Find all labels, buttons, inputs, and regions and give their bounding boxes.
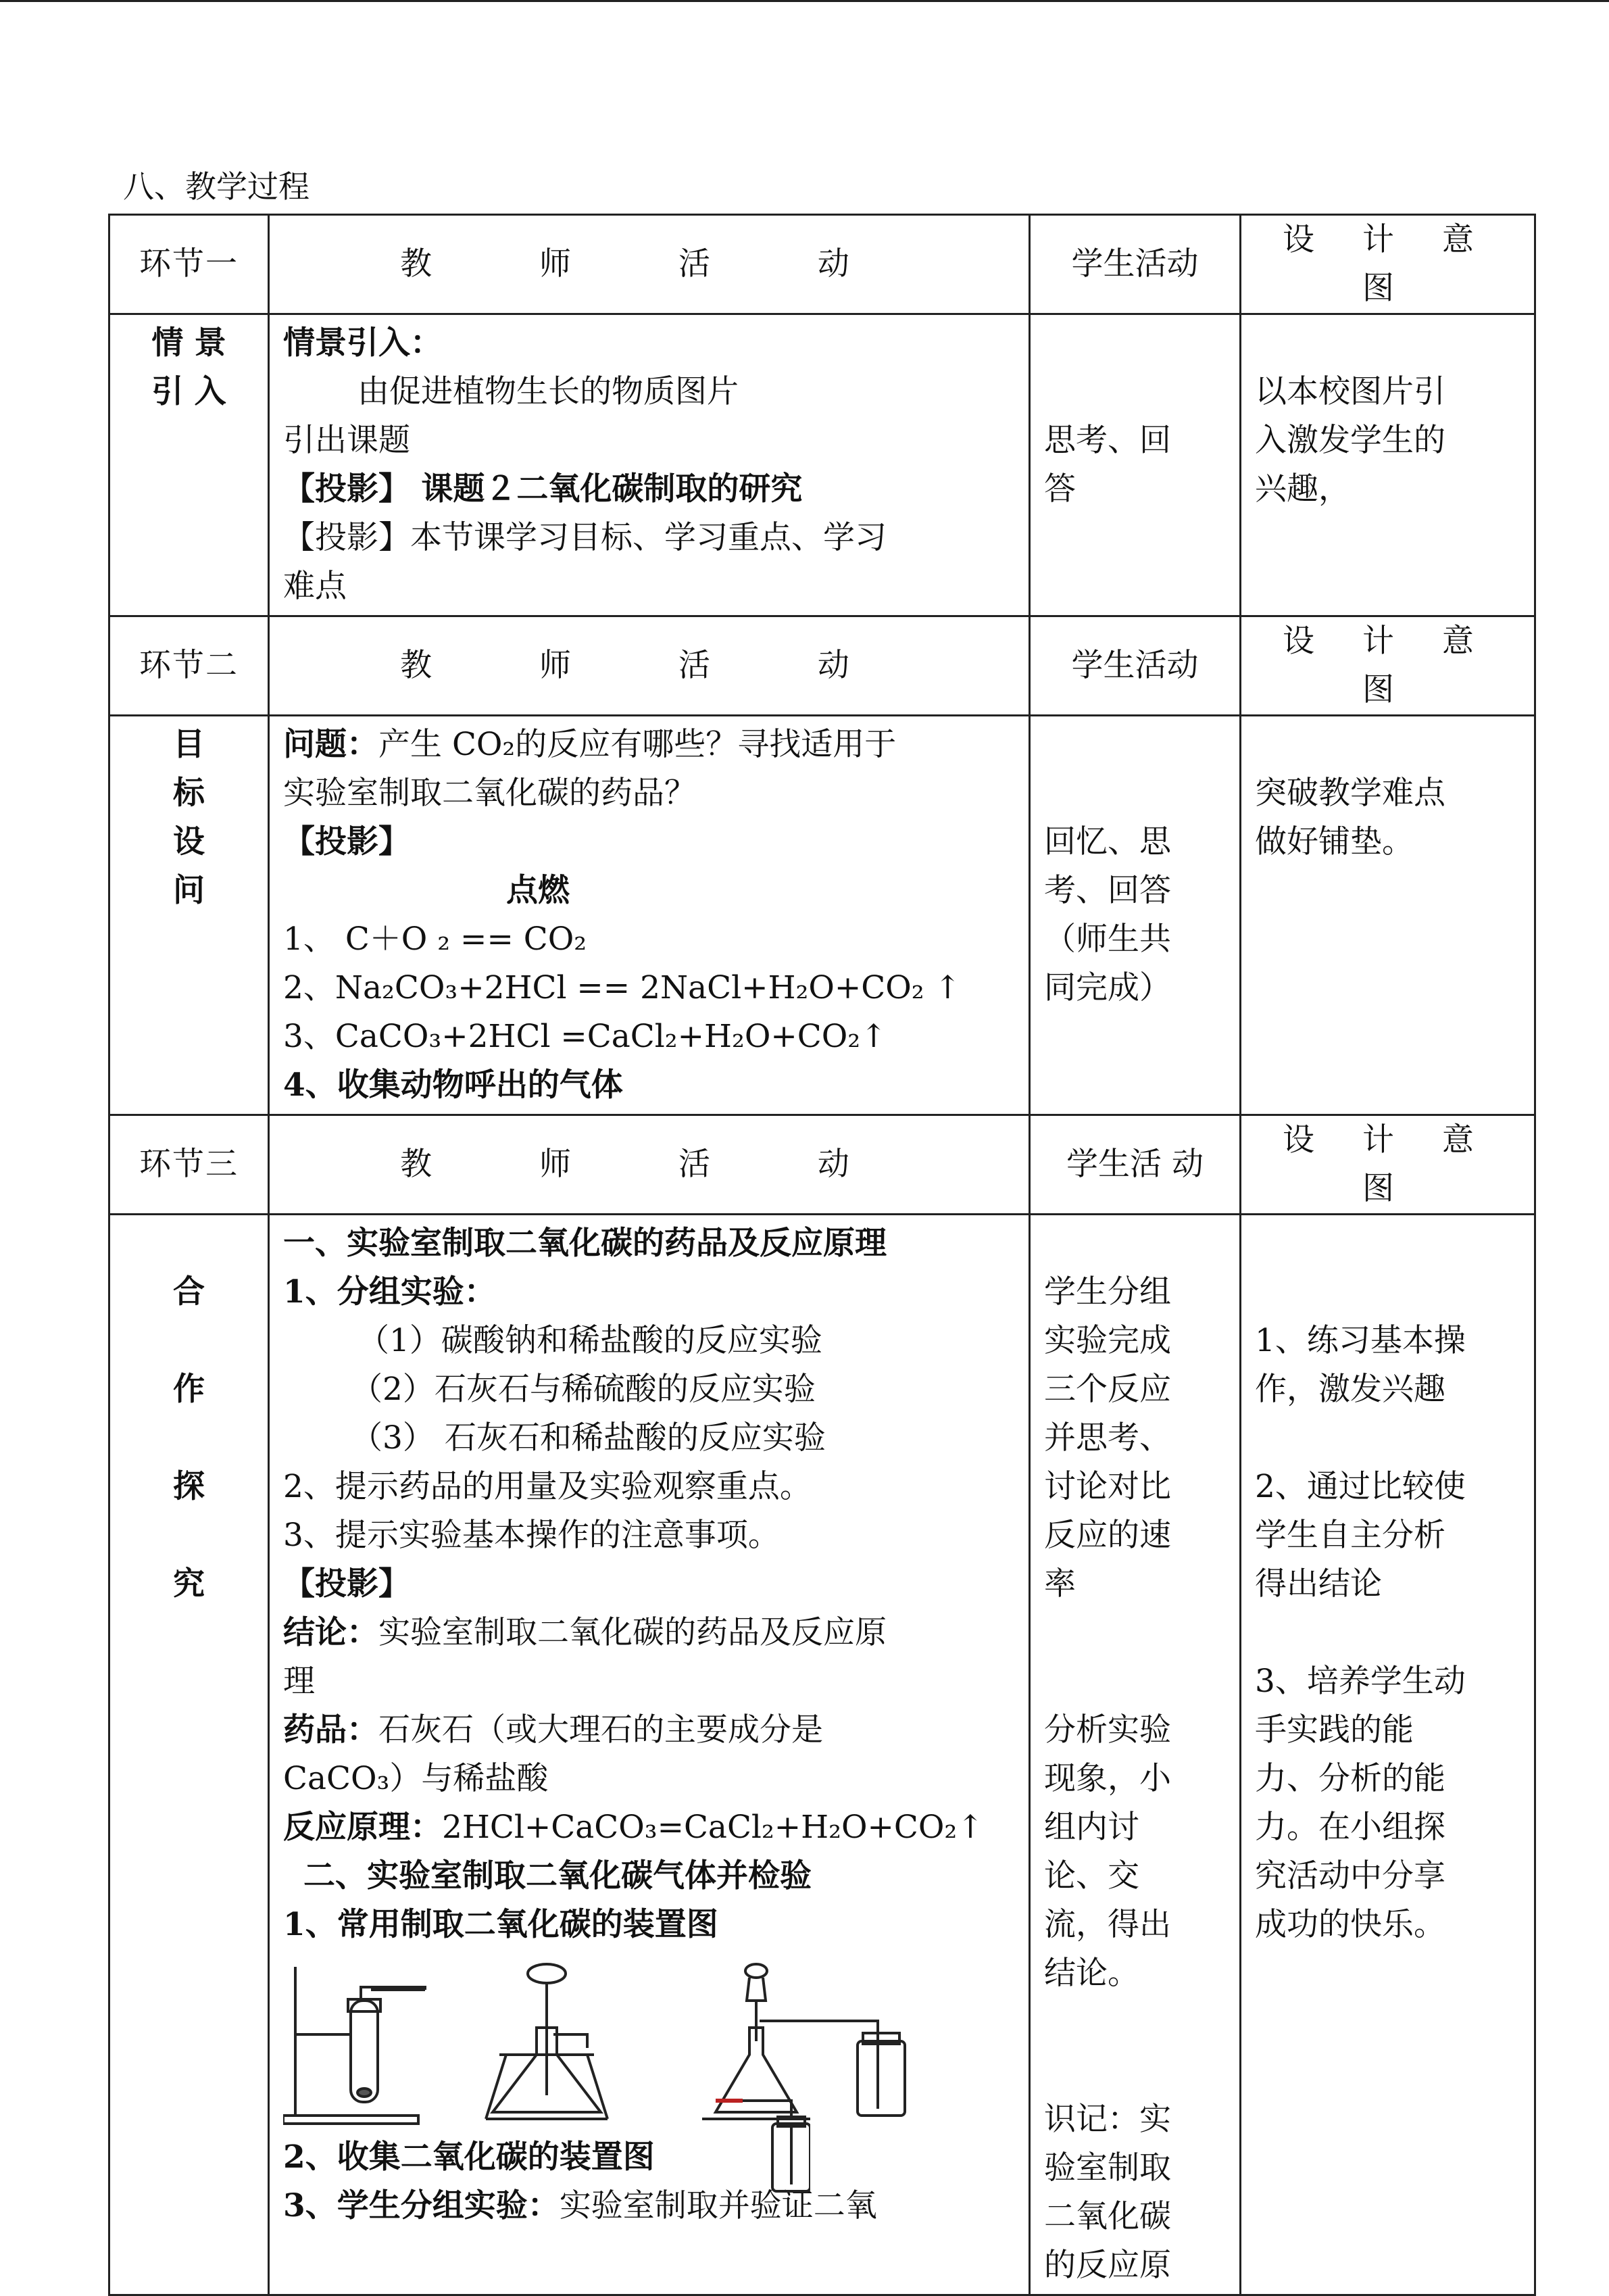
stage1-label-line: 引 入: [151, 373, 226, 410]
student-line: 答: [1044, 470, 1076, 508]
student-line: 分析实验: [1044, 1711, 1171, 1749]
teacher-line: 引出课题: [283, 422, 410, 459]
stage2-label-line: 目: [173, 726, 205, 763]
reaction-text: 2HCl+CaCO₃=CaCl₂+H₂O+CO₂↑: [442, 1809, 984, 1846]
design-line: 以本校图片引: [1255, 373, 1445, 410]
equation-4: 4、收集动物呼出的气体: [283, 1067, 623, 1104]
stage3-design-header: 设 计 意 图: [1241, 1115, 1535, 1215]
subtitle-2: 二、实验室制取二氧化碳气体并检验: [303, 1857, 812, 1895]
gas-collection-bottle-icon: [716, 2093, 810, 2194]
question-text: 产生 CO₂的反应有哪些？寻找适用于: [378, 726, 897, 763]
stage1-teacher-header: 教 师 活 动: [269, 215, 1030, 314]
stage3-body-row: [109, 1215, 1535, 2295]
reaction-line: [283, 1803, 1015, 1852]
drug-line: [283, 1706, 1015, 1755]
equation-2: 2、Na₂CO₃+2HCl == 2NaCl+H₂O+CO₂ ↑: [283, 969, 961, 1006]
teacher-line: 难点: [283, 568, 347, 605]
student-line: 讨论对比: [1044, 1468, 1171, 1505]
stage1-student-header: 学生活动: [1030, 215, 1241, 314]
design-line: 1、练习基本操: [1255, 1322, 1466, 1359]
stage1-body-row: [109, 314, 1535, 616]
student-line: 验室制取: [1044, 2149, 1171, 2187]
stage1-design-cell: [1241, 314, 1535, 616]
design-line: 成功的快乐。: [1255, 1906, 1445, 1943]
experiment-3: （3） 石灰石和稀盐酸的反应实验: [351, 1419, 826, 1457]
stage1-label: [109, 314, 269, 616]
drug-text-2: CaCO₃）与稀盐酸: [283, 1760, 549, 1797]
student-line: 论、交: [1044, 1857, 1139, 1895]
stage2-name: 环节二: [109, 616, 269, 716]
conclusion-text: 实验室制取二氧化碳的药品及反应原: [378, 1614, 887, 1651]
drug-text: 石灰石（或大理石的主要成分是: [378, 1711, 823, 1749]
stage2-label-line: 标: [173, 775, 205, 812]
student-line: 思考、回: [1044, 422, 1171, 459]
design-line: 究活动中分享: [1255, 1857, 1445, 1895]
stage2-design-cell: [1241, 716, 1535, 1115]
stage1-design-header: 设 计 意 图: [1241, 215, 1535, 314]
design-line: 力。在小组探: [1255, 1809, 1445, 1846]
stage3-teacher-header: 教 师 活 动: [269, 1115, 1030, 1215]
design-line: 3、培养学生动: [1255, 1663, 1466, 1700]
student-line: 学生分组: [1044, 1273, 1171, 1311]
equation-1: 1、 C＋O ₂ == CO₂: [283, 921, 587, 958]
reaction-label: 反应原理：: [283, 1809, 442, 1846]
teaching-process-table: [108, 214, 1536, 2296]
stage2-student-cell: [1030, 716, 1241, 1115]
stage1-label-line: 情 景: [151, 324, 226, 362]
stage2-design-header: 设 计 意 图: [1241, 616, 1535, 716]
student-line: （师生共: [1044, 921, 1171, 958]
flask-funnel-apparatus-icon: [486, 1964, 608, 2119]
stage3-student-cell: [1030, 1215, 1241, 2295]
stage3-header-row: [109, 1115, 1535, 1215]
design-line: 作，激发兴趣: [1255, 1371, 1445, 1408]
tip-1: 2、提示药品的用量及实验观察重点。: [283, 1468, 812, 1505]
conclusion-text-2: 理: [283, 1663, 315, 1700]
ignite-label: 点燃: [506, 872, 570, 909]
student-line: 二氧化碳: [1044, 2198, 1171, 2235]
design-line: 力、分析的能: [1255, 1760, 1445, 1797]
student-line: 反应的速: [1044, 1517, 1171, 1554]
student-line: 考、回答: [1044, 872, 1171, 909]
stage2-header-row: [109, 616, 1535, 716]
drug-label: 药品：: [283, 1711, 378, 1749]
design-line: 突破教学难点: [1255, 775, 1445, 812]
stage2-body-row: [109, 716, 1535, 1115]
student-line: 组内讨: [1044, 1809, 1139, 1846]
stage1-student-cell: [1030, 314, 1241, 616]
stage3-label-line: 究: [173, 1565, 205, 1603]
stage3-label-line: 作: [173, 1371, 205, 1408]
stage3-design-cell: [1241, 1215, 1535, 2295]
page-top-border: [0, 0, 1609, 2]
design-line: 入激发学生的: [1255, 422, 1445, 459]
conclusion-line: [283, 1609, 1015, 1657]
stage3-name: 环节三: [109, 1115, 269, 1215]
design-line: 学生自主分析: [1255, 1517, 1445, 1554]
stage3-student-header: 学生活 动: [1030, 1115, 1241, 1215]
tip-2: 3、提示实验基本操作的注意事项。: [283, 1517, 780, 1554]
projection-label: 【投影】: [283, 1565, 410, 1603]
collect-line: [283, 2133, 1015, 2182]
student-line: 流，得出: [1044, 1906, 1171, 1943]
student-line: 识记：实: [1044, 2101, 1171, 2138]
student-line: 三个反应: [1044, 1371, 1171, 1408]
stage3-label: [109, 1215, 269, 2295]
teacher-line: 情景引入：: [283, 324, 442, 362]
teacher-line: 【投影】 课题２二氧化碳制取的研究: [283, 470, 803, 508]
test-tube-apparatus-icon: [283, 1967, 425, 2124]
design-line: 2、通过比较使: [1255, 1468, 1466, 1505]
group-experiment-label: 1、分组实验：: [283, 1273, 496, 1311]
projection-label: 【投影】: [283, 823, 410, 860]
section-heading: 八、教学过程: [123, 168, 310, 205]
stage3-label-line: 合: [173, 1273, 205, 1311]
question-text-2: 实验室制取二氧化碳的药品？: [283, 775, 696, 812]
experiment-2: （2）石灰石与稀硫酸的反应实验: [351, 1371, 816, 1408]
equation-3: 3、CaCO₃+2HCl =CaCl₂+H₂O+CO₂↑: [283, 1018, 887, 1055]
student-line: 并思考、: [1044, 1419, 1171, 1457]
collect-label: 2、收集二氧化碳的装置图: [283, 2139, 655, 2176]
design-line: 做好铺垫。: [1255, 823, 1414, 860]
experiment-1: （1）碳酸钠和稀盐酸的反应实验: [357, 1322, 822, 1359]
gas-generation-apparatus-illustration: [283, 1960, 1026, 2129]
conclusion-label: 结论：: [283, 1614, 378, 1651]
subtitle-1: 一、实验室制取二氧化碳的药品及反应原理: [283, 1225, 887, 1262]
stage2-label: [109, 716, 269, 1115]
student-line: 的反应原: [1044, 2247, 1171, 2284]
stage3-label-line: 探: [173, 1468, 205, 1505]
teacher-line: 由促进植物生长的物质图片: [357, 373, 739, 410]
stage1-header-row: [109, 215, 1535, 314]
apparatus-figures: [283, 1960, 1015, 2129]
stage3-teacher-cell: [269, 1215, 1030, 2295]
student-experiment-line: [283, 2182, 1015, 2230]
design-line: 手实践的能: [1255, 1711, 1414, 1749]
student-line: 实验完成: [1044, 1322, 1171, 1359]
student-experiment-text: 实验室制取并验证二氧: [559, 2187, 877, 2224]
question-label: 问题：: [283, 726, 378, 763]
student-experiment-label: 3、学生分组实验：: [283, 2187, 560, 2224]
design-line: 兴趣，: [1255, 470, 1350, 508]
stage2-label-line: 设: [173, 823, 205, 860]
student-line: 结论。: [1044, 1955, 1139, 1992]
student-line: 率: [1044, 1565, 1076, 1603]
student-line: 同完成）: [1044, 969, 1171, 1006]
teacher-line: 【投影】本节课学习目标、学习重点、学习: [283, 519, 887, 556]
apparatus-label: 1、常用制取二氧化碳的装置图: [283, 1906, 718, 1943]
student-line: 现象，小: [1044, 1760, 1171, 1797]
design-line: 得出结论: [1255, 1565, 1382, 1603]
stage2-label-line: 问: [173, 872, 205, 909]
stage2-student-header: 学生活动: [1030, 616, 1241, 716]
stage1-name: 环节一: [109, 215, 269, 314]
stage1-teacher-cell: [269, 314, 1030, 616]
question-line: [283, 720, 1015, 769]
student-line: 回忆、思: [1044, 823, 1171, 860]
stage2-teacher-cell: [269, 716, 1030, 1115]
stage2-teacher-header: 教 师 活 动: [269, 616, 1030, 716]
